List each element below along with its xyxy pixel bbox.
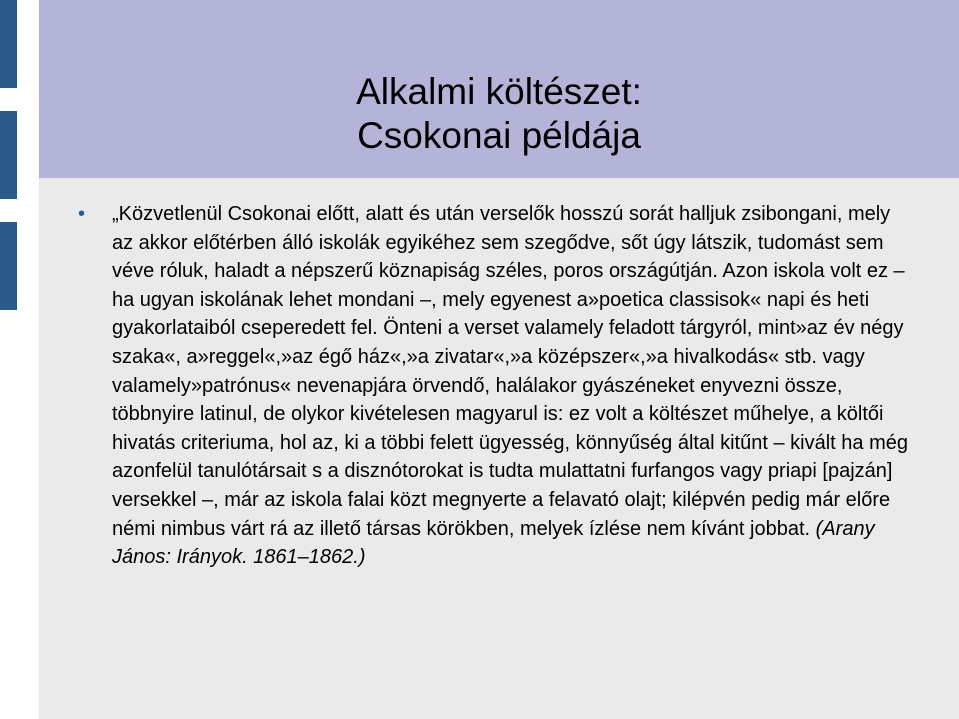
left-margin-strip — [0, 0, 39, 719]
slide-title — [39, 70, 959, 158]
accent-bar-1 — [0, 0, 17, 88]
slide-title-line2: Csokonai példája — [357, 115, 641, 156]
accent-bar-2 — [0, 111, 17, 199]
bullet-point: • — [78, 203, 86, 225]
quote-paragraph — [112, 200, 912, 572]
quote-text: „Közvetlenül Csokonai előtt, alatt és után verselők hosszú sorát halljuk zsibongani, mely az akkor előtérben álló iskolák egyikéhez sem szegődve, sőt úgy látszik, tudomást sem véve róluk, haladt a népszerű köznapiság széles, poros országútján. Azon iskola volt ez – ha ugyan iskolának lehet mondani –, mely egyenest a»poetica classisok« napi és heti gyakorlataiból cseperedett fel. Önteni a verset valamely feladott tárgyról, mint»az év négy szaka«, a»reggel«,»az égő ház«,»a zivatar«,»a középszer«,»a hivalkodás« stb. vagy valamely»patrónus« nevenapjára örvendő, halálakor gyászéneket enyvezni össze, többnyire latinul, de olykor kivételesen magyarul is: ez volt a költészet műhelye, a költői hivatás criteriuma, hol az, ki a többi felett ügyesség, könnyűség által kitűnt – kivált ha még azonfelül tanulótársait s a disznótorokat is tudta mulattatni furfangos vagy priapi [pajzán] versekkel –, már az iskola falai közt megnyerte a felavató olajt; kilépvén pedig már előre némi nimbus várt rá az illető társas körökben, melyek ízlése nem kívánt jobbat. — [112, 203, 908, 540]
accent-bar-3 — [0, 222, 17, 310]
slide-title-line1: Alkalmi költészet: — [356, 71, 642, 112]
quote-citation: (Arany János: Irányok. 1861–1862.) — [112, 517, 875, 569]
